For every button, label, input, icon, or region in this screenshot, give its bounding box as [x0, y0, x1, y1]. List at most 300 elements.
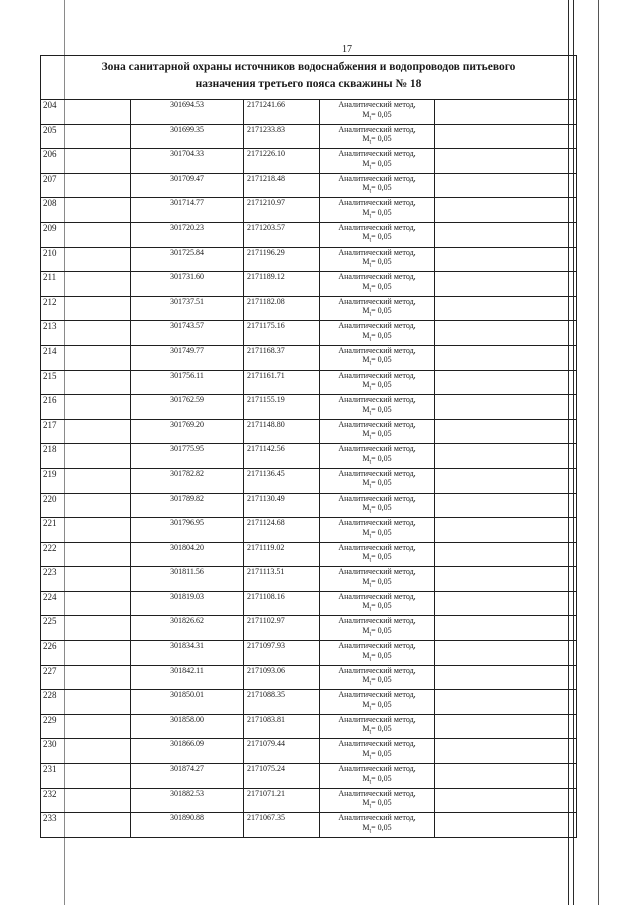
table-row: [41, 321, 577, 346]
accuracy-value: = 0,05: [371, 109, 392, 119]
point-number-cell: 205: [41, 124, 131, 149]
accuracy-value: = 0,05: [371, 355, 392, 365]
accuracy-subscript: t: [369, 803, 372, 810]
accuracy-symbol: M: [362, 207, 370, 217]
method-line-1: Аналитический метод,: [338, 100, 416, 109]
table-body: [41, 100, 577, 838]
point-number-cell: 218: [41, 444, 131, 469]
accuracy-value: = 0,05: [371, 625, 392, 635]
x-coordinate-cell: 301725.84: [131, 247, 244, 272]
method-line-1: Аналитический метод,: [338, 149, 416, 159]
accuracy-symbol: M: [362, 748, 370, 758]
accuracy-value: = 0,05: [371, 748, 392, 758]
empty-cell: [435, 173, 577, 198]
method-cell: [320, 419, 435, 444]
x-coordinate-cell: 301714.77: [131, 198, 244, 223]
point-number-cell: 224: [41, 591, 131, 616]
method-cell: [320, 173, 435, 198]
point-number-cell: 232: [41, 788, 131, 813]
method-cell: [320, 591, 435, 616]
table-row: [41, 739, 577, 764]
accuracy-value: = 0,05: [371, 576, 392, 586]
accuracy-symbol: M: [362, 625, 370, 635]
point-number-cell: 207: [41, 173, 131, 198]
accuracy-subscript: t: [369, 434, 372, 441]
method-cell: [320, 247, 435, 272]
y-coordinate-cell: 2171203.57: [244, 222, 320, 247]
point-number-cell: 230: [41, 739, 131, 764]
y-coordinate-cell: 2171136.45: [244, 468, 320, 493]
accuracy-value: = 0,05: [371, 699, 392, 709]
x-coordinate-cell: 301842.11: [131, 665, 244, 690]
table-row: [41, 100, 577, 125]
accuracy-subscript: t: [369, 213, 372, 220]
x-coordinate-cell: 301769.20: [131, 419, 244, 444]
accuracy-symbol: M: [362, 134, 370, 144]
method-line-2: [320, 552, 434, 566]
accuracy-value: = 0,05: [371, 773, 392, 783]
table-row: [41, 788, 577, 813]
table-title-line-2: назначения третьего пояса скважины № 18: [195, 78, 422, 90]
method-cell: [320, 468, 435, 493]
method-cell: [320, 764, 435, 789]
accuracy-subscript: t: [369, 705, 372, 712]
accuracy-subscript: t: [369, 828, 372, 835]
x-coordinate-cell: 301749.77: [131, 345, 244, 370]
method-line-1: Аналитический метод,: [338, 518, 416, 528]
accuracy-value: = 0,05: [371, 798, 392, 808]
method-line-1: Аналитический метод,: [338, 247, 416, 257]
accuracy-subscript: t: [369, 754, 372, 761]
scan-edge-line-right-3: [598, 0, 599, 905]
accuracy-symbol: M: [362, 257, 370, 267]
accuracy-value: = 0,05: [371, 232, 392, 242]
method-line-2: [320, 429, 434, 443]
method-cell: [320, 222, 435, 247]
x-coordinate-cell: 301709.47: [131, 173, 244, 198]
accuracy-symbol: M: [362, 675, 370, 685]
point-number-cell: 210: [41, 247, 131, 272]
accuracy-symbol: M: [362, 158, 370, 168]
method-line-2: [320, 159, 434, 173]
accuracy-symbol: M: [362, 380, 370, 390]
method-cell: [320, 788, 435, 813]
method-cell: [320, 272, 435, 297]
method-line-2: [320, 380, 434, 394]
accuracy-subscript: t: [369, 508, 372, 515]
point-number-cell: 233: [41, 813, 131, 838]
accuracy-symbol: M: [362, 306, 370, 316]
point-number-cell: 227: [41, 665, 131, 690]
x-coordinate-cell: 301720.23: [131, 222, 244, 247]
accuracy-value: = 0,05: [371, 601, 392, 611]
accuracy-symbol: M: [362, 109, 370, 119]
method-line-2: [320, 798, 434, 812]
empty-cell: [435, 813, 577, 838]
x-coordinate-cell: 301789.82: [131, 493, 244, 518]
point-number-cell: 215: [41, 370, 131, 395]
method-line-1: Аналитический метод,: [338, 788, 416, 798]
method-line-1: Аналитический метод,: [338, 296, 416, 306]
accuracy-subscript: t: [369, 311, 372, 318]
method-line-1: Аналитический метод,: [338, 468, 416, 478]
method-cell: [320, 345, 435, 370]
accuracy-subscript: t: [369, 459, 372, 466]
method-line-1: Аналитический метод,: [338, 591, 416, 601]
y-coordinate-cell: 2171189.12: [244, 272, 320, 297]
method-line-2: [320, 282, 434, 296]
table-row: [41, 272, 577, 297]
method-line-2: [320, 454, 434, 468]
method-line-2: [320, 134, 434, 148]
method-line-2: [320, 675, 434, 689]
method-line-2: [320, 331, 434, 345]
method-line-2: [320, 774, 434, 788]
empty-cell: [435, 616, 577, 641]
x-coordinate-cell: 301731.60: [131, 272, 244, 297]
x-coordinate-cell: 301882.53: [131, 788, 244, 813]
y-coordinate-cell: 2171161.71: [244, 370, 320, 395]
empty-cell: [435, 468, 577, 493]
accuracy-subscript: t: [369, 188, 372, 195]
accuracy-symbol: M: [362, 822, 370, 832]
accuracy-subscript: t: [369, 656, 372, 663]
table-row: [41, 198, 577, 223]
method-line-1: Аналитический метод,: [338, 444, 416, 454]
x-coordinate-cell: 301834.31: [131, 641, 244, 666]
accuracy-symbol: M: [362, 552, 370, 562]
method-line-1: Аналитический метод,: [338, 690, 416, 700]
accuracy-subscript: t: [369, 779, 372, 786]
y-coordinate-cell: 2171142.56: [244, 444, 320, 469]
accuracy-value: = 0,05: [371, 380, 392, 390]
page-number: 17: [342, 44, 352, 55]
x-coordinate-cell: 301743.57: [131, 321, 244, 346]
accuracy-value: = 0,05: [371, 650, 392, 660]
point-number-cell: 225: [41, 616, 131, 641]
empty-cell: [435, 714, 577, 739]
accuracy-value: = 0,05: [371, 306, 392, 316]
point-number-cell: 206: [41, 149, 131, 174]
accuracy-subscript: t: [369, 164, 372, 171]
method-line-2: [320, 183, 434, 197]
y-coordinate-cell: 2171075.24: [244, 764, 320, 789]
x-coordinate-cell: 301782.82: [131, 468, 244, 493]
accuracy-value: = 0,05: [371, 183, 392, 193]
method-line-1: Аналитический метод,: [338, 345, 416, 355]
method-line-1: Аналитический метод,: [338, 714, 416, 724]
x-coordinate-cell: 301704.33: [131, 149, 244, 174]
method-cell: [320, 567, 435, 592]
x-coordinate-cell: 301762.59: [131, 395, 244, 420]
y-coordinate-cell: 2171168.37: [244, 345, 320, 370]
method-cell: [320, 641, 435, 666]
accuracy-value: = 0,05: [371, 429, 392, 439]
table-row: [41, 149, 577, 174]
table-row: [41, 247, 577, 272]
accuracy-subscript: t: [369, 262, 372, 269]
accuracy-symbol: M: [362, 404, 370, 414]
point-number-cell: 204: [41, 100, 131, 125]
accuracy-subscript: t: [369, 361, 372, 368]
accuracy-symbol: M: [362, 773, 370, 783]
method-line-1: Аналитический метод,: [338, 419, 416, 429]
point-number-cell: 223: [41, 567, 131, 592]
table-row: [41, 714, 577, 739]
table-row: [41, 641, 577, 666]
y-coordinate-cell: 2171226.10: [244, 149, 320, 174]
method-line-1: Аналитический метод,: [338, 173, 416, 183]
point-number-cell: 219: [41, 468, 131, 493]
empty-cell: [435, 493, 577, 518]
table-title-line-1: Зона санитарной охраны источников водоснабжения и водопроводов питьевого: [101, 61, 516, 73]
empty-cell: [435, 149, 577, 174]
y-coordinate-cell: 2171093.06: [244, 665, 320, 690]
x-coordinate-cell: 301819.03: [131, 591, 244, 616]
method-line-2: [320, 700, 434, 714]
method-cell: [320, 444, 435, 469]
empty-cell: [435, 567, 577, 592]
method-cell: [320, 690, 435, 715]
y-coordinate-cell: 2171083.81: [244, 714, 320, 739]
empty-cell: [435, 370, 577, 395]
accuracy-symbol: M: [362, 576, 370, 586]
table-row: [41, 370, 577, 395]
x-coordinate-cell: 301737.51: [131, 296, 244, 321]
table-row: [41, 345, 577, 370]
empty-cell: [435, 222, 577, 247]
method-cell: [320, 518, 435, 543]
method-line-1: Аналитический метод,: [338, 813, 416, 823]
method-line-2: [320, 232, 434, 246]
method-line-1: Аналитический метод,: [338, 542, 416, 552]
accuracy-subscript: t: [369, 336, 372, 343]
x-coordinate-cell: 301874.27: [131, 764, 244, 789]
point-number-cell: 214: [41, 345, 131, 370]
table-row: [41, 419, 577, 444]
accuracy-symbol: M: [362, 232, 370, 242]
y-coordinate-cell: 2171233.83: [244, 124, 320, 149]
coordinates-table: [40, 55, 577, 838]
table-row: [41, 468, 577, 493]
point-number-cell: 208: [41, 198, 131, 223]
x-coordinate-cell: 301699.35: [131, 124, 244, 149]
point-number-cell: 220: [41, 493, 131, 518]
accuracy-value: = 0,05: [371, 404, 392, 414]
point-number-cell: 229: [41, 714, 131, 739]
accuracy-symbol: M: [362, 527, 370, 537]
point-number-cell: 212: [41, 296, 131, 321]
x-coordinate-cell: 301694.53: [131, 100, 244, 125]
method-line-1: Аналитический метод,: [338, 124, 416, 134]
empty-cell: [435, 739, 577, 764]
empty-cell: [435, 419, 577, 444]
method-cell: [320, 124, 435, 149]
y-coordinate-cell: 2171210.97: [244, 198, 320, 223]
accuracy-value: = 0,05: [371, 453, 392, 463]
method-line-2: [320, 724, 434, 738]
accuracy-symbol: M: [362, 183, 370, 193]
method-line-1: Аналитический метод,: [338, 739, 416, 749]
method-line-2: [320, 306, 434, 320]
table-row: [41, 665, 577, 690]
accuracy-value: = 0,05: [371, 527, 392, 537]
empty-cell: [435, 764, 577, 789]
empty-cell: [435, 665, 577, 690]
y-coordinate-cell: 2171155.19: [244, 395, 320, 420]
table-row: [41, 395, 577, 420]
point-number-cell: 226: [41, 641, 131, 666]
y-coordinate-cell: 2171067.35: [244, 813, 320, 838]
method-line-1: Аналитический метод,: [338, 272, 416, 282]
empty-cell: [435, 444, 577, 469]
y-coordinate-cell: 2171119.02: [244, 542, 320, 567]
accuracy-subscript: t: [369, 484, 372, 490]
method-line-2: [320, 405, 434, 419]
method-cell: [320, 542, 435, 567]
x-coordinate-cell: 301804.20: [131, 542, 244, 567]
y-coordinate-cell: 2171241.66: [244, 100, 320, 125]
method-line-2: [320, 257, 434, 271]
accuracy-value: = 0,05: [371, 257, 392, 267]
accuracy-value: = 0,05: [371, 822, 392, 832]
y-coordinate-cell: 2171102.97: [244, 616, 320, 641]
accuracy-symbol: M: [362, 355, 370, 365]
y-coordinate-cell: 2171071.21: [244, 788, 320, 813]
table-row: [41, 764, 577, 789]
point-number-cell: 222: [41, 542, 131, 567]
method-cell: [320, 616, 435, 641]
point-number-cell: 221: [41, 518, 131, 543]
accuracy-value: = 0,05: [371, 281, 392, 291]
method-line-2: [320, 208, 434, 222]
empty-cell: [435, 272, 577, 297]
accuracy-symbol: M: [362, 601, 370, 611]
y-coordinate-cell: 2171182.08: [244, 296, 320, 321]
method-line-1: Аналитический метод,: [338, 222, 416, 232]
y-coordinate-cell: 2171218.48: [244, 173, 320, 198]
accuracy-value: = 0,05: [371, 675, 392, 685]
accuracy-subscript: t: [369, 115, 372, 122]
accuracy-value: = 0,05: [371, 478, 392, 488]
empty-cell: [435, 518, 577, 543]
point-number-cell: 209: [41, 222, 131, 247]
method-cell: [320, 739, 435, 764]
table-row: [41, 518, 577, 543]
y-coordinate-cell: 2171148.80: [244, 419, 320, 444]
point-number-cell: 216: [41, 395, 131, 420]
method-cell: [320, 714, 435, 739]
y-coordinate-cell: 2171108.16: [244, 591, 320, 616]
table-row: [41, 222, 577, 247]
y-coordinate-cell: 2171097.93: [244, 641, 320, 666]
table-row: [41, 542, 577, 567]
accuracy-value: = 0,05: [371, 552, 392, 562]
empty-cell: [435, 124, 577, 149]
accuracy-symbol: M: [362, 650, 370, 660]
accuracy-value: = 0,05: [371, 158, 392, 168]
method-line-2: [320, 577, 434, 591]
y-coordinate-cell: 2171079.44: [244, 739, 320, 764]
method-line-1: Аналитический метод,: [338, 616, 416, 626]
point-number-cell: 217: [41, 419, 131, 444]
method-cell: [320, 813, 435, 838]
empty-cell: [435, 788, 577, 813]
accuracy-subscript: t: [369, 385, 372, 392]
accuracy-symbol: M: [362, 453, 370, 463]
method-line-1: Аналитический метод,: [338, 198, 416, 208]
accuracy-symbol: M: [362, 429, 370, 439]
method-line-1: Аналитический метод,: [338, 370, 416, 380]
accuracy-symbol: M: [362, 281, 370, 291]
accuracy-subscript: t: [369, 139, 372, 146]
accuracy-subscript: t: [369, 680, 372, 687]
x-coordinate-cell: 301826.62: [131, 616, 244, 641]
x-coordinate-cell: 301850.01: [131, 690, 244, 715]
table-row: [41, 567, 577, 592]
y-coordinate-cell: 2171088.35: [244, 690, 320, 715]
x-coordinate-cell: 301756.11: [131, 370, 244, 395]
method-cell: [320, 296, 435, 321]
accuracy-symbol: M: [362, 724, 370, 734]
method-cell: [320, 100, 435, 125]
accuracy-subscript: t: [369, 238, 372, 245]
method-line-1: Аналитический метод,: [338, 567, 416, 577]
method-line-1: Аналитический метод,: [338, 665, 416, 675]
accuracy-value: = 0,05: [371, 330, 392, 340]
accuracy-symbol: M: [362, 503, 370, 512]
point-number-cell: 228: [41, 690, 131, 715]
method-line-2: [320, 651, 434, 665]
method-line-1: Аналитический метод,: [338, 641, 416, 651]
empty-cell: [435, 247, 577, 272]
method-line-2: [320, 478, 434, 492]
accuracy-subscript: t: [369, 582, 372, 589]
method-line-1: Аналитический метод,: [338, 493, 416, 503]
method-line-2: [320, 823, 434, 837]
table-row: [41, 444, 577, 469]
empty-cell: [435, 321, 577, 346]
empty-cell: [435, 641, 577, 666]
method-line-2: [320, 626, 434, 640]
method-cell: [320, 321, 435, 346]
method-line-2: [320, 110, 434, 124]
point-number-cell: 211: [41, 272, 131, 297]
y-coordinate-cell: 2171124.68: [244, 518, 320, 543]
method-cell: [320, 665, 435, 690]
empty-cell: [435, 690, 577, 715]
accuracy-subscript: t: [369, 410, 372, 417]
accuracy-symbol: M: [362, 330, 370, 340]
x-coordinate-cell: 301811.56: [131, 567, 244, 592]
method-line-2: [320, 528, 434, 542]
accuracy-value: = 0,05: [371, 207, 392, 217]
accuracy-subscript: t: [369, 557, 372, 564]
y-coordinate-cell: 2171175.16: [244, 321, 320, 346]
accuracy-subscript: t: [369, 729, 372, 736]
accuracy-value: = 0,05: [371, 134, 392, 144]
table-row: [41, 591, 577, 616]
method-cell: [320, 395, 435, 420]
table-row: [41, 173, 577, 198]
table-row: [41, 296, 577, 321]
x-coordinate-cell: 301858.00: [131, 714, 244, 739]
method-line-2: [320, 749, 434, 763]
table-row: [41, 616, 577, 641]
empty-cell: [435, 296, 577, 321]
y-coordinate-cell: 2171113.51: [244, 567, 320, 592]
x-coordinate-cell: 301890.88: [131, 813, 244, 838]
